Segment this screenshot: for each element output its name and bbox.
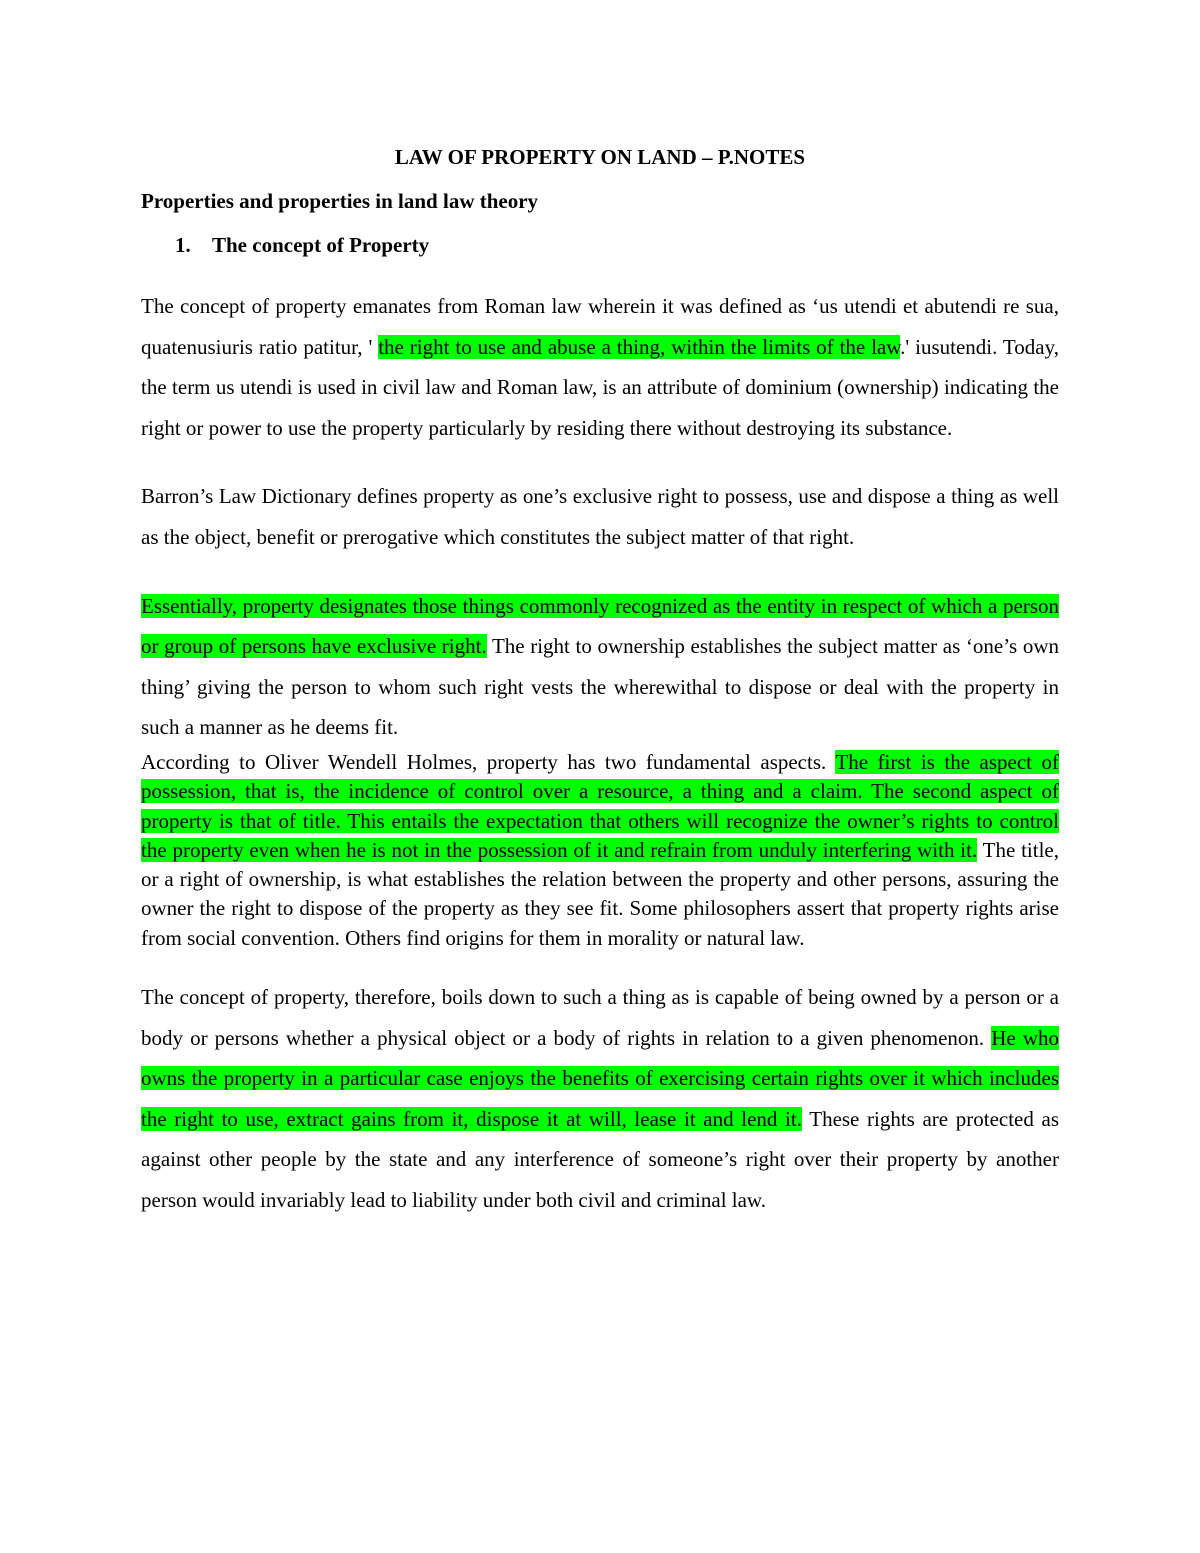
highlighted-text: Essentially, property designates those things commonly recognized as the entity in respect of which a person or group of persons have exclusive right. (141, 593, 1059, 659)
highlighted-text: The first is the aspect of possession, that is, the incidence of control over a resource, a thing and a claim. The second aspect of property is that of title. This entails the expectation that others will recognize the owner’s rights to control the property even when he is not in the possession of it and refrain from unduly interfering with it. (141, 749, 1059, 862)
document-title: LAW OF PROPERTY ON LAND – P.NOTES (394, 145, 806, 169)
paragraph-text: These rights are protected as against other people by the state and any interference of someone’s right over their property by another person would invariably lead to liability under both civil and criminal law. (141, 1106, 1059, 1212)
document-subtitle: Properties and properties in land law theory (141, 189, 539, 213)
section-heading-text: The concept of Property (212, 233, 430, 257)
paragraph-essentially (141, 586, 1059, 748)
paragraph-holmes (141, 748, 1059, 953)
paragraph-text: The title, or a right of ownership, is what establishes the relation between the property and other persons, assuring the owner the right to dispose of the property as they see fit. Some philosophers assert that property rights arise from social convention. Others find origins for them in morality or natural law. (141, 837, 1059, 950)
paragraph-barrons-definition (141, 476, 1059, 557)
section-number: 1. (175, 233, 191, 257)
document-body (141, 142, 1059, 1221)
paragraph-concept-conclusion (141, 977, 1059, 1221)
paragraph-text: The concept of property, therefore, boils down to such a thing as is capable of being owned by a person or a body or persons whether a physical object or a body of rights in relation to a given phenomenon. (141, 985, 1059, 1050)
section-heading (141, 230, 1059, 260)
paragraph-text: The concept of property emanates from Roman law wherein it was defined as ‘us utendi et abutendi re sua, quatenusiuris ratio patitur, ' (141, 294, 1059, 359)
paragraph-text: The right to ownership establishes the subject matter as ‘one’s own thing’ giving the person to whom such right vests the wherewithal to dispose or deal with the property in such a manner as he deems fit. (141, 634, 1059, 740)
paragraph-roman-law (141, 286, 1059, 448)
paragraph-text: Barron’s Law Dictionary defines property as one’s exclusive right to possess, use and dispose a thing as well as the object, benefit or prerogative which constitutes the subject matter of that right. (141, 484, 1059, 549)
highlighted-text: He who owns the property in a particular case enjoys the benefits of exercising certain rights over it which includes the right to use, extract gains from it, dispose it at will, lease it and lend it. (141, 1025, 1059, 1131)
paragraph-text: .' iusutendi. Today, the term us utendi is used in civil law and Roman law, is an attribute of dominium (ownership) indicating the right or power to use the property particularly by residing there without destroying its substance. (141, 334, 1059, 440)
paragraph-text: According to Oliver Wendell Holmes, property has two fundamental aspects. (141, 749, 836, 774)
highlighted-text: the right to use and abuse a thing, within the limits of the law (378, 334, 901, 359)
